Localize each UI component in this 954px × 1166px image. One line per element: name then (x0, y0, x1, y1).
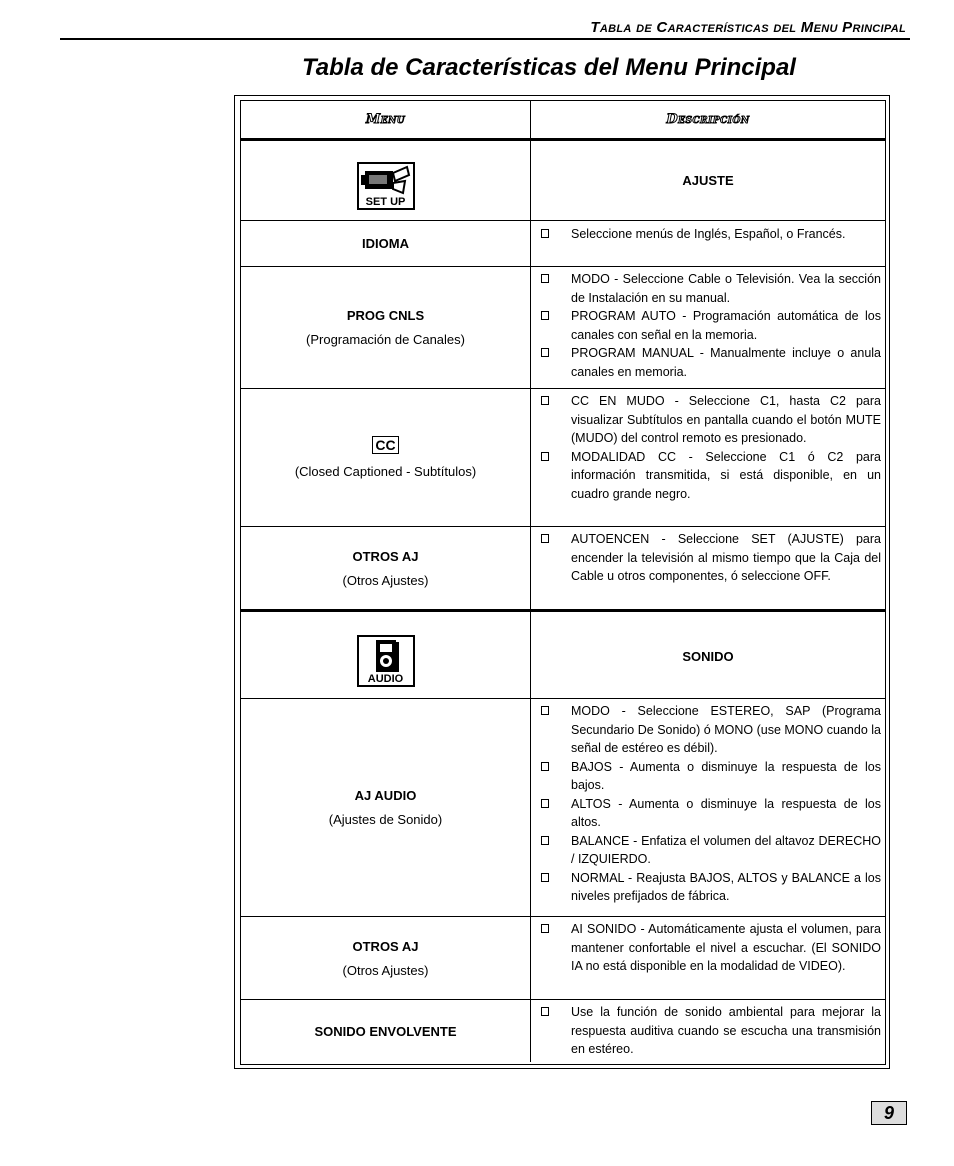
menu-item-subtitle: (Otros Ajustes) (342, 962, 429, 978)
menu-item-name: PROG CNLS (346, 308, 425, 323)
bullet-text: CC EN MUDO - Seleccione C1, hasta C2 para visualizar Subtítulos en pantalla cuando el botón MUTE (MUDO) del control remoto es presionado. (571, 394, 881, 445)
table-header-row (241, 101, 885, 138)
audio-icon (357, 635, 415, 687)
audio-title-cell (531, 612, 885, 700)
setup-title-cell (531, 141, 885, 220)
menu-item-cell (241, 917, 531, 999)
description-bullet (539, 795, 881, 832)
description-bullet (539, 832, 881, 869)
description-bullet (539, 869, 881, 906)
menu-item-description (531, 1000, 885, 1062)
menu-row-aj-audio (241, 698, 885, 916)
bullet-text: BALANCE - Enfatiza el volumen del altavoz DERECHO / IZQUIERDO. (571, 833, 881, 866)
bullet-text: Seleccione menús de Inglés, Español, o Francés. (571, 227, 846, 241)
description-bullet (539, 530, 881, 586)
bullet-text: PROGRAM AUTO - Programación automática de los canales con señal en la memoria. (571, 309, 881, 342)
bullet-text: BAJOS - Aumenta o disminuye la respuesta de los bajos. (571, 759, 881, 792)
description-bullet (539, 1003, 881, 1059)
menu-row-idioma (241, 220, 885, 266)
menu-item-name: OTROS AJ (352, 938, 419, 954)
running-head (60, 12, 910, 40)
checkbox-bullet-icon (541, 274, 549, 283)
description-bullet (539, 758, 881, 795)
menu-item-subtitle: (Closed Captioned - Subtítulos) (294, 464, 477, 479)
checkbox-bullet-icon (541, 348, 549, 357)
checkbox-bullet-icon (541, 229, 549, 238)
menu-row-otros-aj-setup (241, 526, 885, 609)
page-number: 9 (871, 1101, 907, 1125)
checkbox-bullet-icon (541, 311, 549, 320)
bullet-text: AUTOENCEN - Seleccione SET (AJUSTE) para encender la televisión al mismo tiempo que la Caja del Cable u otros componentes, ó seleccione OFF. (571, 532, 881, 583)
setup-section-title: AJUSTE (682, 173, 734, 188)
checkbox-bullet-icon (541, 924, 549, 933)
menu-item-cell (241, 221, 531, 266)
description-bullet (539, 225, 881, 244)
checkbox-bullet-icon (541, 706, 549, 715)
menu-item-description (531, 221, 885, 266)
menu-item-description (531, 527, 885, 609)
bullet-text: MODO - Seleccione Cable o Televisión. Vea la sección de Instalación en su manual. (571, 272, 881, 305)
menu-item-name: IDIOMA (362, 236, 409, 251)
description-bullet (539, 344, 881, 381)
menu-item-subtitle: (Ajustes de Sonido) (328, 812, 443, 827)
menu-item-description (531, 267, 885, 388)
description-column-header (531, 101, 885, 138)
bullet-text: PROGRAM MANUAL - Manualmente incluye o anula canales en memoria. (571, 346, 881, 379)
description-bullet (539, 270, 881, 307)
running-head-text: Tabla de Características del Menu Principal (590, 19, 906, 36)
features-table (240, 100, 886, 1065)
menu-item-subtitle: (Otros Ajustes) (342, 572, 429, 588)
menu-item-description (531, 389, 885, 526)
bullet-text: ALTOS - Aumenta o disminuye la respuesta de los altos. (571, 796, 881, 829)
description-bullet (539, 702, 881, 758)
audio-icon-label: AUDIO (367, 673, 404, 685)
audio-section-row (241, 609, 885, 700)
menu-item-cell (241, 1000, 531, 1062)
menu-item-cell (241, 389, 531, 526)
checkbox-bullet-icon (541, 452, 549, 461)
checkbox-bullet-icon (541, 1007, 549, 1016)
checkbox-bullet-icon (541, 836, 549, 845)
description-bullet (539, 920, 881, 976)
description-bullet (539, 392, 881, 448)
cc-icon: CC (372, 436, 398, 454)
description-bullet (539, 448, 881, 504)
menu-column-header (241, 101, 531, 138)
menu-item-cell (241, 527, 531, 609)
menu-item-description (531, 917, 885, 999)
menu-item-name: SONIDO ENVOLVENTE (314, 1023, 457, 1039)
menu-item-cell (241, 267, 531, 388)
description-header-label: Descripción (666, 112, 750, 127)
menu-header-label: Menu (365, 112, 406, 127)
features-table-frame (234, 95, 890, 1069)
description-bullet (539, 307, 881, 344)
checkbox-bullet-icon (541, 873, 549, 882)
bullet-text: Use la función de sonido ambiental para mejorar la respuesta auditiva cuando se escucha una transmisión en estéreo. (571, 1005, 881, 1056)
menu-row-sonido-envolvente (241, 999, 885, 1062)
bullet-text: MODALIDAD CC - Seleccione C1 ó C2 para información transmitida, si está disponible, en un cuadro grande negro. (571, 449, 881, 501)
audio-icon-cell (241, 612, 531, 700)
menu-row-cc (241, 388, 885, 526)
setup-icon-cell (241, 141, 531, 220)
checkbox-bullet-icon (541, 762, 549, 771)
menu-item-name: OTROS AJ (352, 548, 419, 564)
menu-row-prog-cnls (241, 266, 885, 388)
checkbox-bullet-icon (541, 534, 549, 543)
setup-icon (357, 162, 415, 210)
checkbox-bullet-icon (541, 799, 549, 808)
menu-item-subtitle: (Programación de Canales) (306, 332, 465, 347)
bullet-text: NORMAL - Reajusta BAJOS, ALTOS y BALANCE a los niveles prefijados de fábrica. (571, 870, 881, 903)
setup-section-row (241, 138, 885, 220)
menu-item-description (531, 699, 885, 916)
menu-item-cell (241, 699, 531, 916)
setup-icon-label: SET UP (365, 195, 406, 208)
audio-section-title: SONIDO (682, 648, 734, 664)
menu-row-otros-aj-audio (241, 916, 885, 999)
checkbox-bullet-icon (541, 396, 549, 405)
bullet-text: MODO - Seleccione ESTEREO, SAP (Programa Secundario De Sonido) ó MONO (use MONO cuando la señal de estéreo es débil). (571, 704, 881, 755)
bullet-text: AI SONIDO - Automáticamente ajusta el volumen, para mantener confortable el nivel a escuchar. (El SONIDO IA no está disponible en la modalidad de VIDEO). (571, 922, 881, 973)
menu-item-name: AJ AUDIO (354, 788, 417, 803)
page-title: Tabla de Características del Menu Principal (302, 54, 796, 81)
